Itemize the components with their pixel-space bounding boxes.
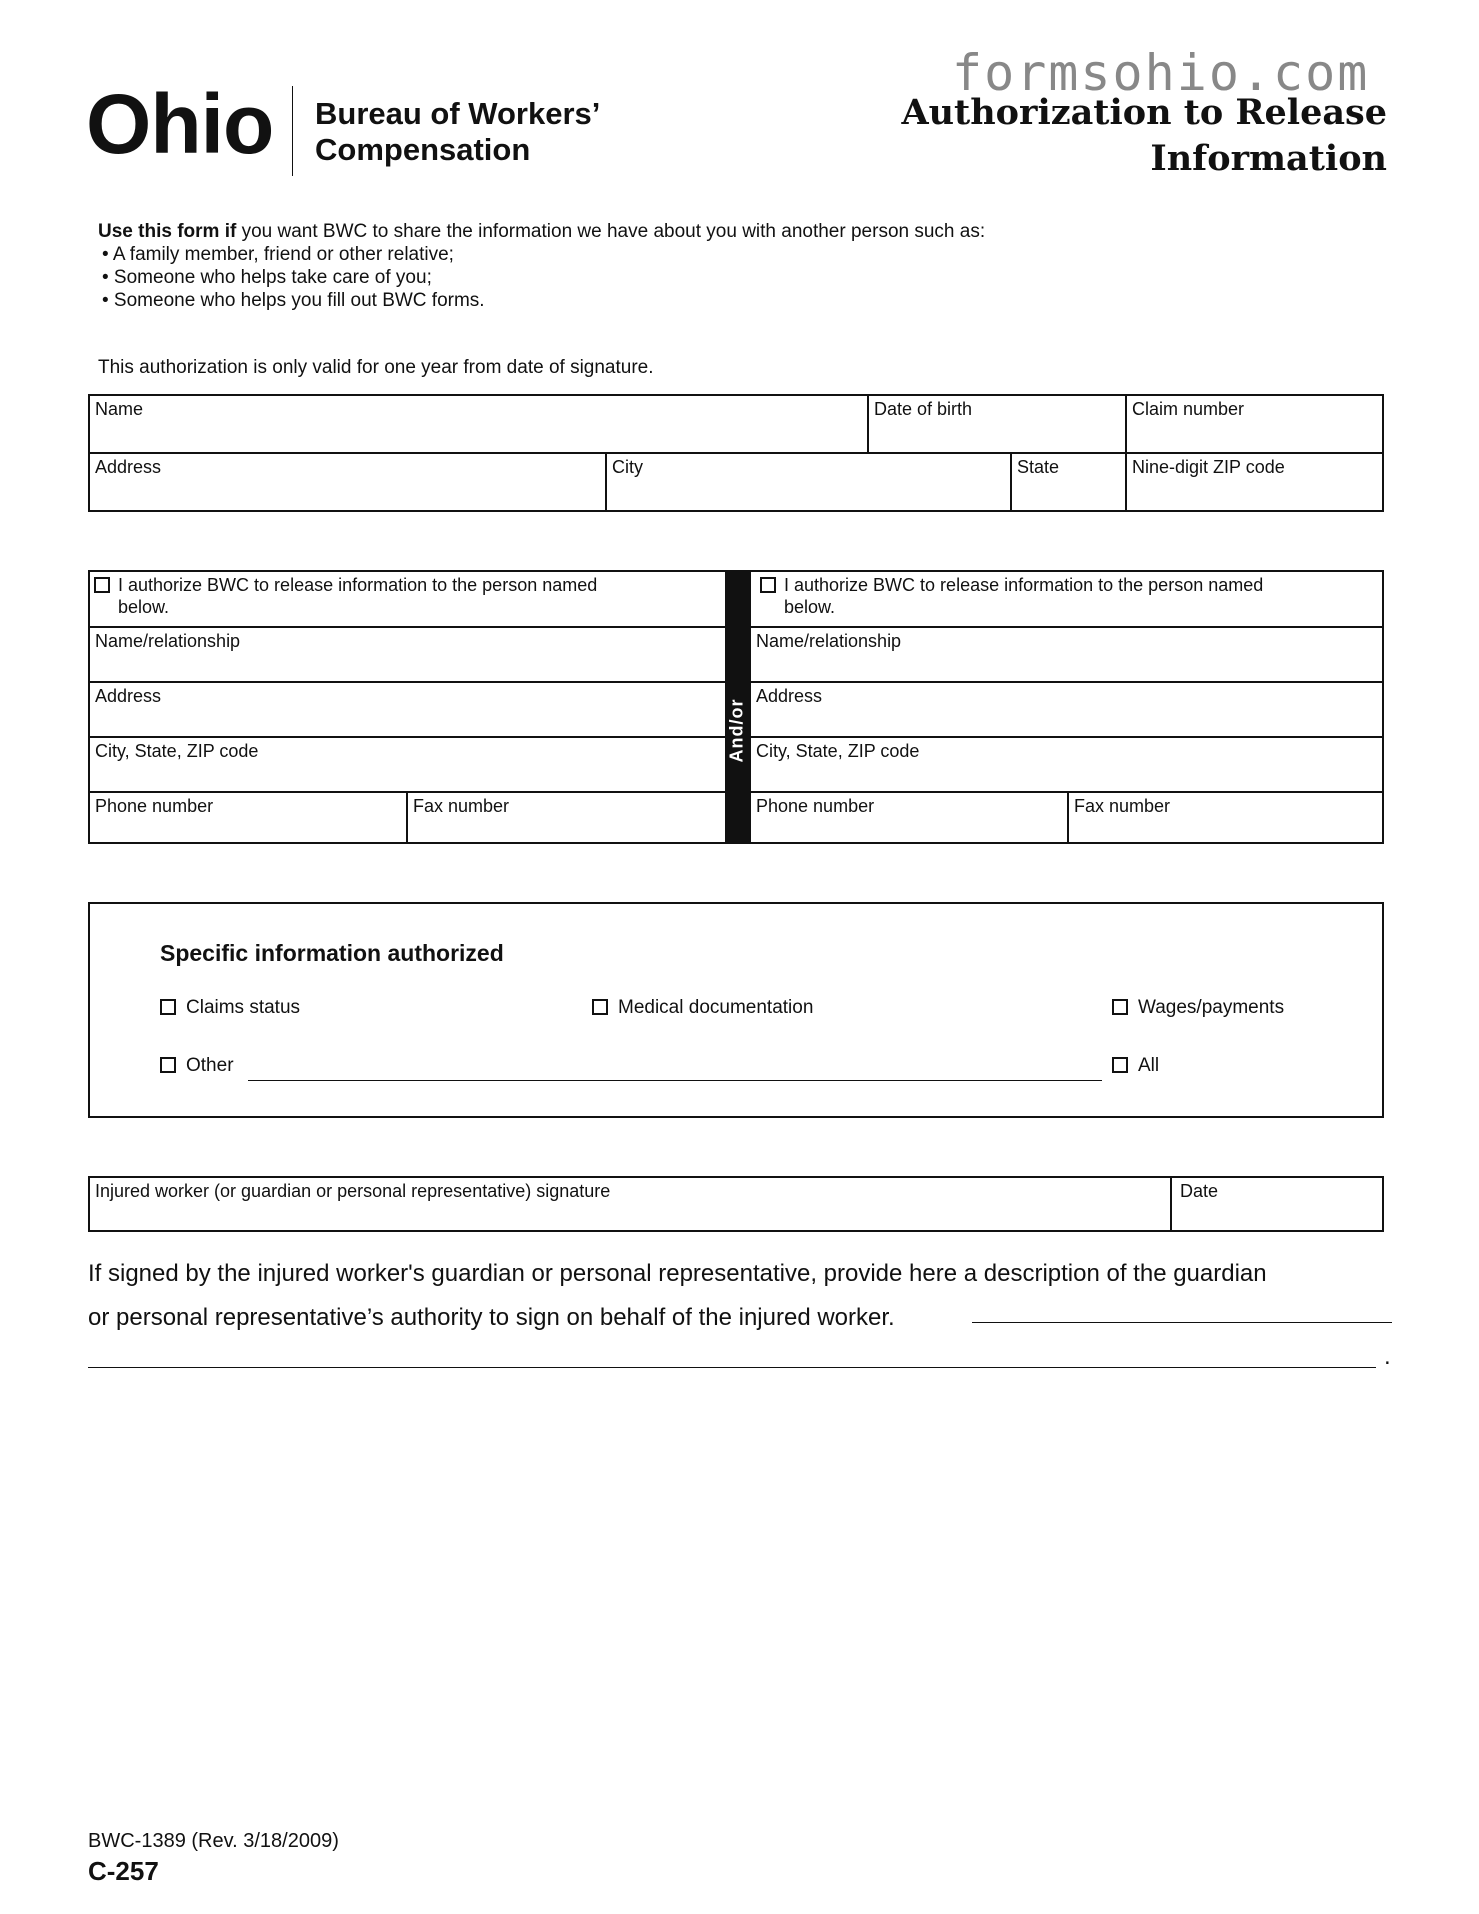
authorize-text-line1: I authorize BWC to release information to the person named (118, 575, 598, 595)
description-line1: If signed by the injured worker's guardian or personal representative, provide here a description of the guardian (88, 1260, 1267, 1287)
field-label: City, State, ZIP code (756, 741, 920, 761)
wages-payments-option[interactable] (1112, 997, 1284, 1019)
claimant-zip-field[interactable] (1127, 454, 1382, 510)
signature-table (88, 1176, 1384, 1232)
recipient-2-fax-field[interactable] (1069, 793, 1382, 842)
form-id: BWC-1389 (Rev. 3/18/2009) (88, 1830, 339, 1852)
description-input-line-2[interactable] (88, 1367, 1376, 1368)
intro-bullet-2: • Someone who helps take care of you; (102, 267, 432, 288)
validity-note: This authorization is only valid for one year from date of signature. (98, 357, 654, 378)
field-label: Name/relationship (756, 631, 902, 651)
recipient-2-city-field[interactable] (751, 738, 1382, 791)
option-label: Claims status (186, 997, 301, 1018)
and-or-text: And/or (726, 698, 747, 762)
claims-status-option[interactable] (160, 997, 300, 1019)
agency-line2: Compensation (315, 132, 531, 167)
date-of-birth-field[interactable] (869, 396, 1125, 452)
recipient-1-address-field[interactable] (90, 683, 725, 736)
claimant-city-field[interactable] (607, 454, 1010, 510)
intro-lead (98, 220, 985, 243)
authorize-text-line2: below. (784, 597, 836, 617)
claimant-state-field[interactable] (1012, 454, 1125, 510)
field-label: Nine-digit ZIP code (1132, 457, 1285, 477)
option-label: Wages/payments (1138, 997, 1285, 1018)
recipient-1-phone-field[interactable] (90, 793, 406, 842)
recipient-1-name-field[interactable] (90, 628, 725, 681)
intro-bullet-1: • A family member, friend or other relative; (102, 244, 454, 265)
description-end-period: . (1384, 1343, 1391, 1370)
field-label: City, State, ZIP code (95, 741, 259, 761)
field-label: Fax number (413, 796, 510, 816)
field-label: Phone number (95, 796, 214, 816)
field-label: Name (95, 399, 144, 419)
specific-info-title: Specific information authorized (160, 940, 504, 966)
other-checkbox[interactable] (160, 1057, 176, 1073)
recipient-2-authorize[interactable] (751, 572, 1382, 626)
claimant-address-field[interactable] (90, 454, 605, 510)
intro-bullet-3: • Someone who helps you fill out BWC forms. (102, 290, 485, 311)
recipient-2-phone-field[interactable] (751, 793, 1067, 842)
medical-documentation-option[interactable] (592, 997, 813, 1019)
claimant-info-table (88, 394, 1384, 512)
description-input-line-1[interactable] (972, 1322, 1392, 1323)
intro-lead-bold: Use this form if (98, 221, 237, 242)
field-label: Date (1180, 1181, 1219, 1201)
option-label: Other (186, 1055, 234, 1076)
field-label: Fax number (1074, 796, 1171, 816)
claim-number-field[interactable] (1127, 396, 1382, 452)
all-checkbox[interactable] (1112, 1057, 1128, 1073)
recipient-2-address-field[interactable] (751, 683, 1382, 736)
other-input-line[interactable] (248, 1080, 1102, 1081)
form-code: C-257 (88, 1856, 159, 1886)
field-label: Address (95, 686, 162, 706)
other-option[interactable] (160, 1055, 234, 1077)
recipient-2-name-field[interactable] (751, 628, 1382, 681)
recipient-2-checkbox[interactable] (760, 577, 776, 593)
medical-documentation-checkbox[interactable] (592, 999, 608, 1015)
wages-payments-checkbox[interactable] (1112, 999, 1128, 1015)
signature-field[interactable] (90, 1178, 1170, 1230)
field-label: Address (95, 457, 162, 477)
field-label: State (1017, 457, 1060, 477)
watermark: formsohio.com (952, 44, 1370, 102)
recipient-1-fax-field[interactable] (408, 793, 725, 842)
claimant-name-field[interactable] (90, 396, 867, 452)
recipient-1-checkbox[interactable] (94, 577, 110, 593)
all-option[interactable] (1112, 1055, 1159, 1077)
ohio-logo: Ohio (86, 77, 274, 171)
authorize-text-line1: I authorize BWC to release information to the person named (784, 575, 1264, 595)
intro-text (98, 220, 985, 312)
agency-name (315, 96, 600, 168)
title-line1: Authorization to Release (901, 92, 1387, 133)
signature-date-field[interactable] (1172, 1178, 1382, 1230)
field-label: Injured worker (or guardian or personal representative) signature (95, 1181, 611, 1201)
option-label: Medical documentation (618, 997, 814, 1018)
logo-divider (292, 86, 293, 176)
authorize-text-line2: below. (118, 597, 170, 617)
description-line2: or personal representative’s authority to sign on behalf of the injured worker. (88, 1304, 895, 1331)
field-label: City (612, 457, 643, 477)
document-title (901, 90, 1387, 182)
recipient-1-authorize[interactable] (90, 572, 725, 626)
guardian-description (88, 1252, 1267, 1340)
field-label: Phone number (756, 796, 875, 816)
field-label: Date of birth (874, 399, 973, 419)
field-label: Claim number (1132, 399, 1245, 419)
claims-status-checkbox[interactable] (160, 999, 176, 1015)
intro-lead-rest: you want BWC to share the information we have about you with another person such as: (236, 221, 986, 242)
and-or-label (724, 680, 750, 780)
agency-line1: Bureau of Workers’ (315, 96, 601, 131)
recipient-1-city-field[interactable] (90, 738, 725, 791)
field-label: Address (756, 686, 823, 706)
field-label: Name/relationship (95, 631, 241, 651)
option-label: All (1138, 1055, 1160, 1076)
title-line2: Information (1150, 138, 1387, 179)
